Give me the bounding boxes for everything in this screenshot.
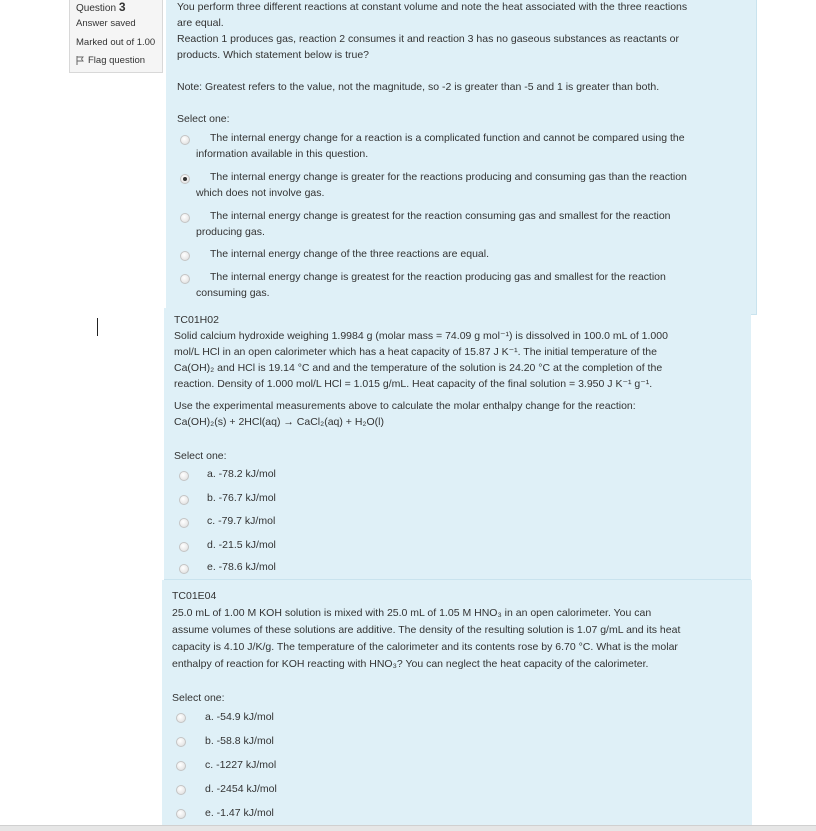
answer-radio-e[interactable] xyxy=(180,274,190,284)
question-note: Note: Greatest refers to the value, not the magnitude, so -2 is greater than -5 and 1 is greater than both. xyxy=(177,81,660,93)
select-one-label: Select one: xyxy=(174,450,227,462)
flag-question-label: Flag question xyxy=(88,55,146,66)
answer-label-b[interactable]: b. -58.8 kJ/mol xyxy=(205,735,274,747)
answer-radio-c[interactable] xyxy=(179,518,189,528)
question-state: Answer saved xyxy=(76,18,136,29)
answer-label-b-line1[interactable]: The internal energy change is greater for the reactions producing and consuming gas than the reaction xyxy=(210,171,687,183)
question-text-line: Reaction 1 produces gas, reaction 2 consumes it and reaction 3 has no gaseous substances as reactants or xyxy=(177,33,679,45)
question-text-line: capacity is 4.10 J/K/g. The temperature of the calorimeter and its contents rose by 6.70 °C. What is the molar xyxy=(172,641,678,653)
select-one-label: Select one: xyxy=(172,692,225,704)
question-number: Question 3 xyxy=(76,0,126,14)
question-3-panel xyxy=(166,0,757,315)
answer-radio-c[interactable] xyxy=(176,761,186,771)
question-text-line: products. Which statement below is true? xyxy=(177,49,370,61)
question-text-line: enthalpy of reaction for KOH reacting with HNO₃? You can neglect the heat capacity of the calorimeter. xyxy=(172,658,649,670)
answer-label-b-line2[interactable]: which does not involve gas. xyxy=(196,187,325,199)
answer-label-d[interactable]: d. -2454 kJ/mol xyxy=(205,783,277,795)
bottom-bar xyxy=(0,825,816,831)
flag-icon xyxy=(76,56,84,65)
question-text-line: Ca(OH)₂ and HCl is 19.14 °C and and the temperature of the solution is 24.20 °C at the completion of the xyxy=(174,362,663,374)
answer-label-e-line2[interactable]: consuming gas. xyxy=(196,287,270,299)
answer-radio-c[interactable] xyxy=(180,213,190,223)
text-cursor xyxy=(97,318,98,336)
question-text-line: 25.0 mL of 1.00 M KOH solution is mixed with 25.0 mL of 1.05 M HNO₃ in an open calorimeter. You can xyxy=(172,607,652,619)
answer-label-e[interactable]: e. -1.47 kJ/mol xyxy=(205,807,274,819)
question-mark: Marked out of 1.00 xyxy=(76,37,156,48)
question-text-line: are equal. xyxy=(177,17,224,29)
question-info-box xyxy=(69,0,163,73)
question-text-line: reaction. Density of 1.000 mol/L HCl = 1.015 g/mL. Heat capacity of the final solution = 3.950 J K⁻¹ g⁻¹. xyxy=(174,378,653,390)
answer-label-b[interactable]: b. -76.7 kJ/mol xyxy=(207,492,276,504)
answer-radio-d[interactable] xyxy=(176,785,186,795)
flag-question-link[interactable] xyxy=(76,55,145,66)
answer-label-c[interactable]: c. -1227 kJ/mol xyxy=(205,759,277,771)
answer-label-c-line1[interactable]: The internal energy change is greatest for the reaction consuming gas and smallest for the reaction xyxy=(210,210,671,222)
answer-label-a-line2[interactable]: information available in this question. xyxy=(196,148,369,160)
question-text-line: mol/L HCl in an open calorimeter which has a heat capacity of 15.87 J K⁻¹. The initial temperature of the xyxy=(174,346,657,358)
select-one-label: Select one: xyxy=(177,113,230,125)
answer-radio-b[interactable] xyxy=(180,174,190,184)
answer-radio-a[interactable] xyxy=(179,471,189,481)
answer-label-c-line2[interactable]: producing gas. xyxy=(196,226,265,238)
answer-radio-a[interactable] xyxy=(180,135,190,145)
answer-label-c[interactable]: c. -79.7 kJ/mol xyxy=(207,515,276,527)
answer-label-a-line1[interactable]: The internal energy change for a reaction is a complicated function and cannot be compared using the xyxy=(210,132,685,144)
answer-radio-a[interactable] xyxy=(176,713,186,723)
answer-label-a[interactable]: a. -78.2 kJ/mol xyxy=(207,468,276,480)
answer-radio-d[interactable] xyxy=(179,542,189,552)
question-text-line: Solid calcium hydroxide weighing 1.9984 g (molar mass = 74.09 g mol⁻¹) is dissolved in 100.0 mL of 1.000 xyxy=(174,330,668,342)
answer-label-e[interactable]: e. -78.6 kJ/mol xyxy=(207,561,276,573)
question-text-line: assume volumes of these solutions are additive. The density of the resulting solution is 1.07 g/mL and its heat xyxy=(172,624,681,636)
question-text-line: Use the experimental measurements above to calculate the molar enthalpy change for the reaction: xyxy=(174,400,636,412)
answer-label-e-line1[interactable]: The internal energy change is greatest for the reaction producing gas and smallest for the reaction xyxy=(210,271,666,283)
question-tc01e04-panel xyxy=(162,580,752,830)
answer-label-d[interactable]: The internal energy change of the three reactions are equal. xyxy=(210,248,490,260)
question-text-line: You perform three different reactions at constant volume and note the heat associated with the three reactions xyxy=(177,1,688,13)
answer-label-d[interactable]: d. -21.5 kJ/mol xyxy=(207,539,276,551)
answer-radio-d[interactable] xyxy=(180,251,190,261)
question-tc01h02-panel xyxy=(164,308,751,580)
reaction-equation: Ca(OH)₂(s) + 2HCl(aq) → CaCl₂(aq) + H₂O(l) xyxy=(174,416,384,428)
answer-label-a[interactable]: a. -54.9 kJ/mol xyxy=(205,711,274,723)
question-code: TC01E04 xyxy=(172,590,217,602)
question-code: TC01H02 xyxy=(174,314,219,326)
answer-radio-e[interactable] xyxy=(179,564,189,574)
answer-radio-e[interactable] xyxy=(176,809,186,819)
answer-radio-b[interactable] xyxy=(176,737,186,747)
answer-radio-b[interactable] xyxy=(179,495,189,505)
